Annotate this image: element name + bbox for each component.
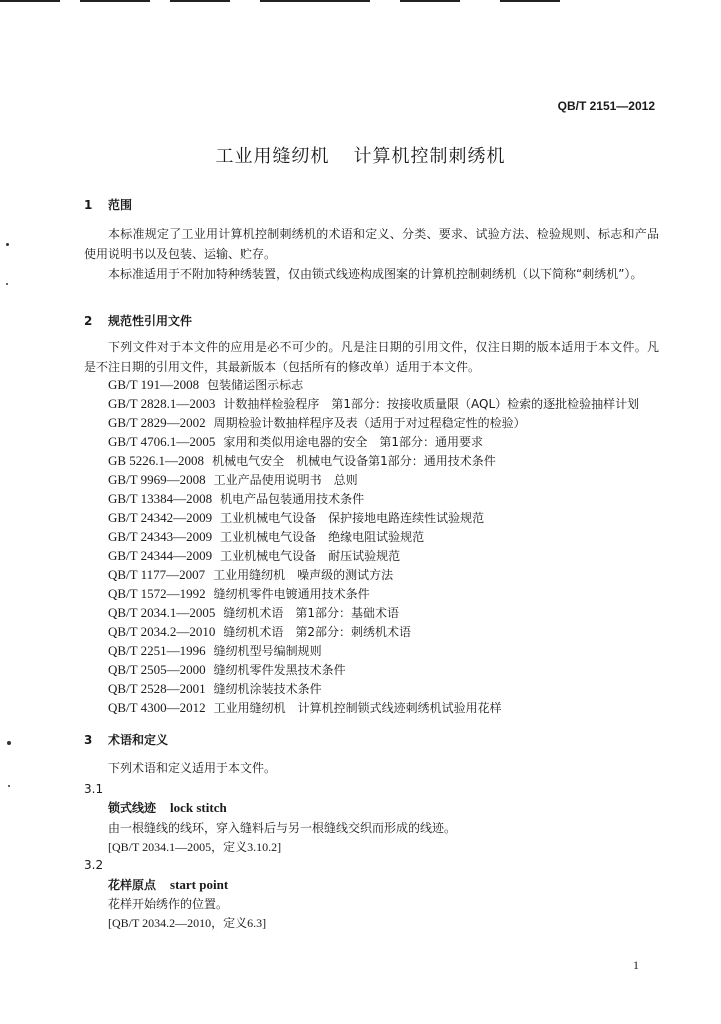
title-part-2: 计算机控制刺绣机 [353, 146, 506, 167]
reference-item [108, 394, 639, 413]
section-title: 术语和定义 [108, 733, 169, 747]
scan-speck [6, 283, 8, 285]
term-source: [QB/T 2034.1—2005，定义3.10.2] [108, 840, 282, 854]
reference-code: QB/T 2034.1—2005 [108, 605, 216, 620]
reference-item [108, 622, 639, 641]
reference-code: QB/T 2505—2000 [108, 662, 206, 677]
reference-item [108, 508, 639, 527]
standard-code: QB/T 2151—2012 [557, 99, 655, 113]
reference-code: GB/T 191—2008 [108, 377, 200, 392]
scan-top-edge [0, 0, 721, 3]
reference-item [108, 641, 639, 660]
reference-code: GB/T 24343—2009 [108, 529, 213, 544]
reference-code: GB/T 24344—2009 [108, 548, 213, 563]
reference-name: 缝纫机术语 第1部分：基础术语 [223, 606, 400, 620]
term-number: 3.1 [84, 782, 104, 796]
references-intro: 下列文件对于本文件的应用是必不可少的。凡是注日期的引用文件，仅注日期的版本适用于本文件。凡是不注日期的引用文件，其最新版本（包括所有的修改单）适用于本文件。 [84, 340, 659, 374]
section-number: 1 [84, 198, 93, 212]
section-1-heading [84, 196, 132, 213]
term-chinese: 锁式线迹 [108, 801, 157, 815]
reference-code: GB/T 9969—2008 [108, 472, 206, 487]
term-chinese: 花样原点 [108, 878, 157, 892]
title-part-1: 工业用缝纫机 [215, 146, 330, 167]
scan-speck [8, 785, 10, 787]
term-definition: 花样开始绣作的位置。 [108, 897, 229, 911]
section-title: 规范性引用文件 [108, 314, 193, 328]
reference-code: GB 5226.1—2008 [108, 453, 205, 468]
reference-name: 缝纫机涂装技术条件 [213, 682, 322, 696]
reference-code: GB/T 4706.1—2005 [108, 434, 216, 449]
reference-item [108, 698, 639, 717]
reference-item [108, 679, 639, 698]
reference-name: 工业机械电气设备 绝缘电阻试验规范 [220, 530, 425, 544]
reference-item [108, 660, 639, 679]
term-source: [QB/T 2034.2—2010，定义6.3] [108, 916, 267, 930]
reference-name: 机电产品包装通用技术条件 [220, 492, 365, 506]
reference-name: 工业用缝纫机 计算机控制锁式线迹刺绣机试验用花样 [213, 701, 502, 715]
reference-item [108, 546, 639, 565]
scan-speck [7, 741, 11, 745]
reference-item [108, 603, 639, 622]
scan-speck [6, 243, 9, 246]
reference-item [108, 432, 639, 451]
reference-name: 计数抽样检验程序 第1部分：按接收质量限（AQL）检索的逐批检验抽样计划 [223, 397, 640, 411]
reference-item [108, 470, 639, 489]
section-number: 2 [84, 314, 93, 328]
reference-code: GB/T 2828.1—2003 [108, 396, 216, 411]
reference-code: QB/T 2251—1996 [108, 643, 206, 658]
reference-name: 周期检验计数抽样程序及表（适用于对过程稳定性的检验） [213, 416, 526, 430]
reference-name: 缝纫机零件电镀通用技术条件 [213, 587, 370, 601]
section-3-heading [84, 731, 168, 748]
reference-item [108, 413, 639, 432]
section-2-heading [84, 312, 192, 329]
section-number: 3 [84, 733, 93, 747]
term-english: start point [170, 877, 229, 892]
term-english: lock stitch [170, 800, 227, 815]
scope-paragraph-1: 本标准规定了工业用计算机控制刺绣机的术语和定义、分类、要求、试验方法、检验规则、标志和产品使用说明书以及包装、运输、贮存。 [84, 227, 659, 261]
reference-item [108, 584, 639, 603]
reference-name: 缝纫机零件发黑技术条件 [213, 663, 346, 677]
scope-paragraph-2: 本标准适用于不附加特种绣装置，仅由锁式线迹构成图案的计算机控制刺绣机（以下简称“刺绣机”）。 [108, 267, 643, 281]
reference-name: 家用和类似用途电器的安全 第1部分：通用要求 [223, 435, 484, 449]
reference-code: GB/T 13384—2008 [108, 491, 213, 506]
reference-code: QB/T 1177—2007 [108, 567, 206, 582]
reference-code: GB/T 2829—2002 [108, 415, 206, 430]
reference-name: 缝纫机型号编制规则 [213, 644, 322, 658]
term-definition: 由一根缝线的线环，穿入缝料后与另一根缝线交织而形成的线迹。 [108, 821, 457, 835]
reference-name: 包装储运图示标志 [207, 378, 304, 392]
reference-code: QB/T 4300—2012 [108, 700, 206, 715]
section-title: 范围 [108, 198, 133, 212]
term-heading [108, 876, 228, 893]
reference-item [108, 489, 639, 508]
reference-item [108, 527, 639, 546]
reference-name: 工业机械电气设备 耐压试验规范 [220, 549, 401, 563]
terms-intro: 下列术语和定义适用于本文件。 [108, 761, 277, 775]
reference-code: QB/T 1572—1992 [108, 586, 206, 601]
document-title [0, 142, 721, 168]
reference-name: 工业产品使用说明书 总则 [213, 473, 358, 487]
reference-name: 工业用缝纫机 噪声级的测试方法 [213, 568, 394, 582]
term-heading [108, 799, 227, 816]
reference-name: 工业机械电气设备 保护接地电路连续性试验规范 [220, 511, 485, 525]
normative-references-list [108, 375, 639, 717]
reference-code: QB/T 2034.2—2010 [108, 624, 216, 639]
reference-code: GB/T 24342—2009 [108, 510, 213, 525]
reference-name: 缝纫机术语 第2部分：刺绣机术语 [223, 625, 412, 639]
reference-item [108, 451, 639, 470]
reference-code: QB/T 2528—2001 [108, 681, 206, 696]
reference-item [108, 565, 639, 584]
page-number: 1 [633, 958, 639, 972]
reference-item [108, 375, 639, 394]
term-number: 3.2 [84, 858, 104, 872]
reference-name: 机械电气安全 机械电气设备第1部分：通用技术条件 [212, 454, 496, 468]
